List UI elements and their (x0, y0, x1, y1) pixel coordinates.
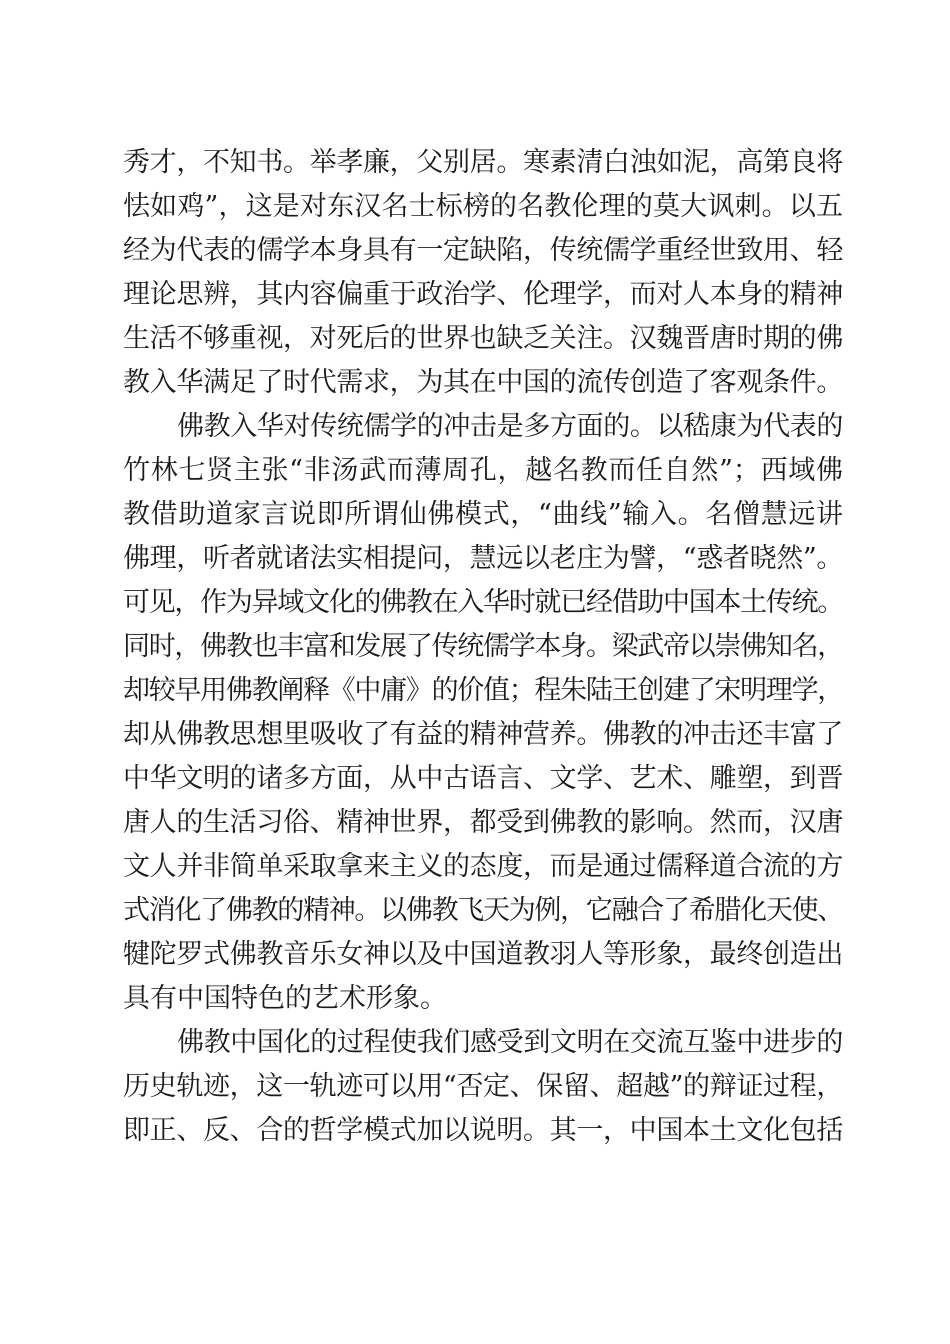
text-line: 中华文明的诸多方面，从中古语言、文学、艺术、雕塑，到晋 (123, 763, 843, 794)
text-line: 具有中国特色的艺术形象。 (123, 983, 447, 1014)
text-line: 式消化了佛教的精神。以佛教飞天为例，它融合了希腊化天使、 (123, 895, 843, 926)
body-text (123, 141, 843, 1153)
text-line: 历史轨迹，这一轨迹可以用“否定、保留、超越”的辩证过程， (123, 1071, 843, 1102)
text-line: 教入华满足了时代需求，为其在中国的流传创造了客观条件。 (123, 367, 843, 398)
text-line: 佛理，听者就诸法实相提问，慧远以老庄为譬，“惑者晓然”。 (123, 543, 843, 574)
text-line: 秀才，不知书。举孝廉，父别居。寒素清白浊如泥，高第良将 (123, 147, 843, 178)
text-line: 即正、反、合的哲学模式加以说明。其一，中国本土文化包括 (123, 1115, 843, 1146)
text-line: 理论思辨，其内容偏重于政治学、伦理学，而对人本身的精神 (123, 279, 843, 310)
text-line: 唐人的生活习俗、精神世界，都受到佛教的影响。然而，汉唐 (123, 807, 843, 838)
text-line: 教借助道家言说即所谓仙佛模式，“曲线”输入。名僧慧远讲 (123, 499, 843, 530)
text-line: 文人并非简单采取拿来主义的态度，而是通过儒释道合流的方 (123, 851, 843, 882)
text-line: 佛教中国化的过程使我们感受到文明在交流互鉴中进步的 (177, 1027, 843, 1058)
text-line: 竹林七贤主张“非汤武而薄周孔，越名教而任自然”；西域佛 (123, 455, 843, 486)
text-line: 犍陀罗式佛教音乐女神以及中国道教羽人等形象，最终创造出 (123, 939, 843, 970)
text-line: 佛教入华对传统儒学的冲击是多方面的。以嵇康为代表的 (177, 411, 843, 442)
text-line: 怯如鸡”，这是对东汉名士标榜的名教伦理的莫大讽刺。以五 (123, 191, 843, 222)
text-line: 生活不够重视，对死后的世界也缺乏关注。汉魏晋唐时期的佛 (123, 323, 843, 354)
text-line: 却较早用佛教阐释《中庸》的价值；程朱陆王创建了宋明理学， (123, 675, 843, 706)
text-line: 可见，作为异域文化的佛教在入华时就已经借助中国本土传统。 (123, 587, 843, 618)
text-line: 同时，佛教也丰富和发展了传统儒学本身。梁武帝以崇佛知名， (123, 631, 843, 662)
text-line: 经为代表的儒学本身具有一定缺陷，传统儒学重经世致用、轻 (123, 235, 843, 266)
text-line: 却从佛教思想里吸收了有益的精神营养。佛教的冲击还丰富了 (123, 719, 843, 750)
